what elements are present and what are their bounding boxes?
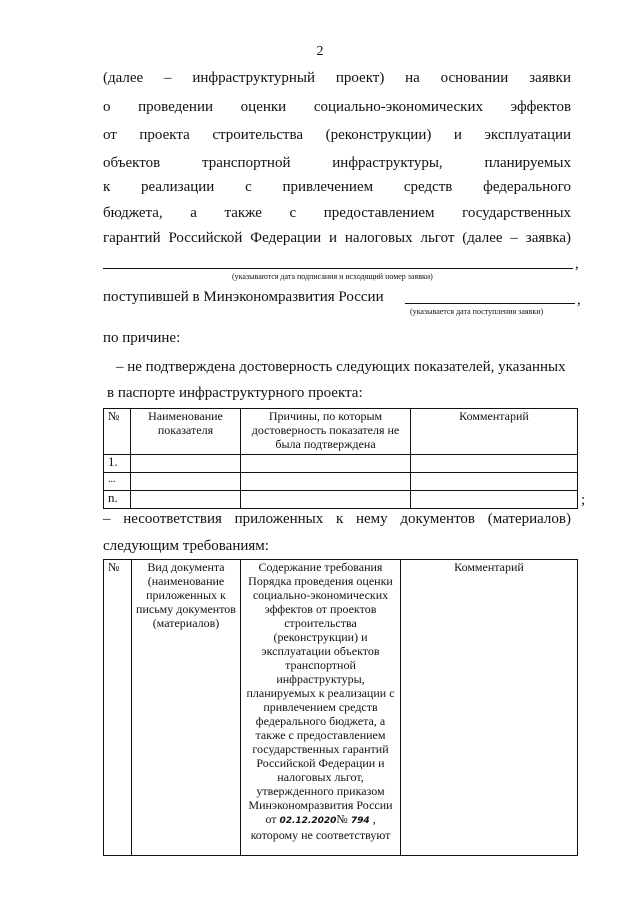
item2-word: нему (355, 511, 388, 527)
intro-line-6 (103, 205, 571, 222)
t1-header-number: № (104, 409, 131, 455)
item2-word: к (335, 511, 344, 527)
intro-word: Федерации и (250, 230, 337, 246)
item2-word: (материалов) (487, 511, 571, 527)
intro-word: реализации (141, 179, 215, 195)
intro-word: бюджета, (103, 205, 163, 221)
intro-word: планируемых (484, 155, 571, 171)
item2-line1 (103, 511, 571, 528)
intro-word: от (103, 127, 117, 143)
intro-word: о (103, 99, 111, 115)
intro-word: привлечением (282, 179, 374, 195)
intro-word: федерального (483, 179, 572, 195)
intro-line-2 (103, 99, 571, 116)
t2-header-requirement: Содержание требования Порядка проведения оценки социально-экономических эффектов от проектов строительства (реконструкции) и эксплуатации объектов транспортной инфраструктуры, планируемых к реализации с привлечением средств федерального бюджета, а также с предоставлением государственных гарантий Российской Федерации и налоговых льгот, утвержденного приказом Минэкономразвития России от 02.12.2020№ 794 , которому не соответствуют (241, 560, 401, 856)
intro-word: налоговых льгот (далее – (344, 230, 518, 246)
indicators-table (103, 408, 578, 509)
intro-word: с (289, 205, 297, 221)
t1-header-comment: Комментарий (411, 409, 578, 455)
intro-word: на (405, 70, 420, 86)
intro-line-3 (103, 127, 571, 144)
intro-word: инфраструктурный (192, 70, 316, 86)
received-text: поступившей в Минэкономразвития России (103, 289, 384, 305)
intro-word: эксплуатации (484, 127, 572, 143)
order-number-signature: 794 (350, 816, 370, 826)
intro-line-4 (103, 155, 571, 172)
comma-1: , (575, 256, 579, 272)
intro-word: также (224, 205, 262, 221)
item1-line2: в паспорте инфраструктурного проекта: (107, 385, 363, 401)
intro-line-1 (103, 70, 571, 87)
intro-word: к (103, 179, 111, 195)
intro-word: государственных (462, 205, 572, 221)
intro-word: с (245, 179, 252, 195)
semicolon: ; (581, 492, 586, 508)
intro-word: и (453, 127, 462, 143)
intro-word: заявка) (525, 230, 572, 246)
t2-header-doc-type: Вид документа (наименование приложенных к письму документов (материалов) (132, 560, 241, 856)
item2-word: приложенных (234, 511, 324, 527)
t2-header-comment: Комментарий (401, 560, 578, 856)
intro-word: заявки (529, 70, 571, 86)
comma-2: , (577, 292, 581, 308)
intro-word: строительства (212, 127, 304, 143)
intro-word: основании (440, 70, 509, 86)
sign-date-caption: (указываются дата подписания и исходящий номер заявки) (232, 272, 433, 281)
intro-word: гарантий Российской (103, 230, 243, 246)
intro-word: (реконструкции) (325, 127, 432, 143)
requirements-table (103, 559, 578, 856)
intro-word: проекта (139, 127, 190, 143)
item1-line1: – не подтверждена достоверность следующих показателей, указанных (116, 359, 566, 375)
intro-word: транспортной (201, 155, 291, 171)
intro-word: инфраструктуры, (332, 155, 443, 171)
t1-header-name: Наименование показателя (131, 409, 241, 455)
reason-label: по причине: (103, 330, 181, 346)
intro-word: социально-экономических (313, 99, 483, 115)
t2-header-number: № (104, 560, 132, 856)
intro-word: проект) (335, 70, 385, 86)
t1-header-reason: Причины, по которым достоверность показателя не была подтверждена (241, 409, 411, 455)
receipt-date-line (405, 303, 575, 304)
t1-row-number: n. (104, 491, 131, 509)
item2-word: несоответствия (123, 511, 222, 527)
receipt-date-caption: (указывается дата поступления заявки) (410, 307, 544, 316)
item2-line2: следующим требованиям: (103, 538, 269, 554)
page-number: 2 (316, 44, 324, 59)
t1-row-number: 1. (104, 455, 131, 473)
item2-word: документов (400, 511, 476, 527)
intro-word: объектов (103, 155, 161, 171)
intro-line-7 (103, 230, 571, 247)
intro-word: предоставлением (323, 205, 435, 221)
intro-word: средств (403, 179, 453, 195)
intro-word: – (164, 70, 172, 86)
intro-word: оценки (240, 99, 287, 115)
intro-word: эффектов (510, 99, 572, 115)
intro-line-5 (103, 179, 571, 196)
item2-word: – (103, 511, 111, 527)
intro-word: проведении (138, 99, 214, 115)
intro-word: а (190, 205, 197, 221)
order-date-signature: 02.12.2020 (279, 816, 337, 826)
sign-date-line (103, 268, 573, 269)
intro-word: (далее (103, 70, 144, 86)
t1-row-number: ... (104, 473, 131, 491)
